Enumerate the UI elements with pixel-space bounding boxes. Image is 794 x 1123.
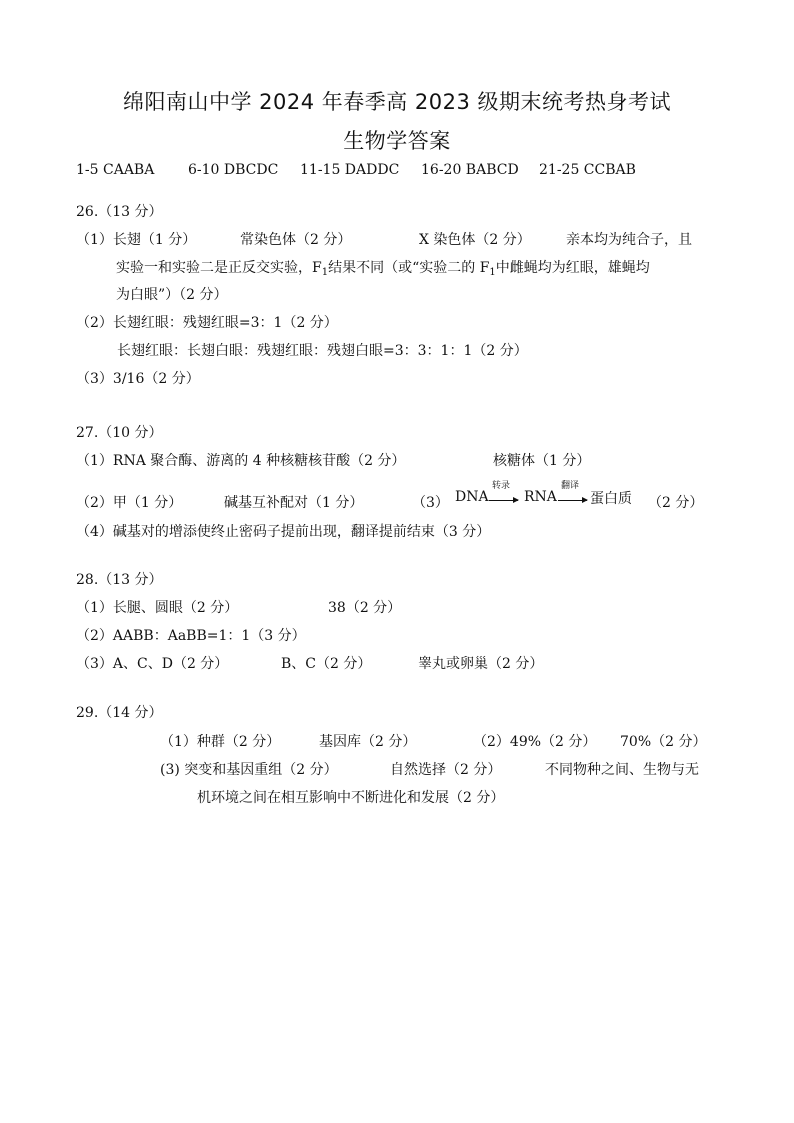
q28-p3-a: （3）A、C、D（2 分） [76, 656, 229, 672]
choice-answers-1-5: 1-5 CAABA [76, 162, 155, 178]
exam-title: 绵阳南山中学 2024 年春季高 2023 级期末统考热身考试 [122, 90, 672, 114]
q26-p1-line2 [116, 258, 650, 278]
q28-p1-b: 38（2 分） [328, 600, 402, 616]
q26-p2-line2: 长翅红眼：长翅白眼：残翅红眼：残翅白眼=3：3：1：1（2 分） [117, 343, 528, 359]
choice-answers-21-25: 21-25 CCBAB [539, 162, 636, 178]
subscript-1: 1 [489, 267, 496, 278]
answer-key-title: 生物学答案 [343, 129, 451, 153]
q27-p1-b: 核糖体（1 分） [493, 453, 591, 469]
q28-p3-b: B、C（2 分） [281, 656, 372, 672]
q29-header: 29.（14 分） [76, 705, 163, 721]
q29-p2-a: （2）49%（2 分） [473, 734, 597, 750]
flow-label-transcription: 转录 [492, 481, 511, 491]
q26-p1-c: X 染色体（2 分） [419, 232, 531, 248]
choice-answers-11-15: 11-15 DADDC [300, 162, 400, 178]
q27-p3-score: （2 分） [648, 495, 704, 511]
flow-dna: DNA [455, 489, 489, 505]
q26-header: 26.（13 分） [76, 204, 163, 220]
choice-answers-16-20: 16-20 BABCD [421, 162, 519, 178]
q29-p3-a: (3) 突变和基因重组（2 分） [160, 762, 338, 778]
q29-p3-c: 不同物种之间、生物与无 [545, 762, 699, 778]
q29-p3-b: 自然选择（2 分） [390, 762, 502, 778]
q28-header: 28.（13 分） [76, 572, 163, 588]
q26-p3: （3）3/16（2 分） [76, 371, 200, 387]
q26-p1-line2-a: 实验一和实验二是正反交实验，F [116, 260, 322, 276]
choice-answers-6-10: 6-10 DBCDC [188, 162, 279, 178]
q27-p1-a: （1）RNA 聚合酶、游离的 4 种核糖核苷酸（2 分） [76, 453, 406, 469]
flow-label-translation: 翻译 [561, 481, 580, 491]
q28-p3-c: 睾丸或卵巢（2 分） [418, 656, 544, 672]
q27-p3-label: （3） [412, 495, 449, 511]
q26-p1-b: 常染色体（2 分） [240, 232, 352, 248]
q29-p1-a: （1）种群（2 分） [160, 734, 281, 750]
q29-p2-b: 70%（2 分） [620, 734, 707, 750]
q29-p3-line2: 机环境之间在相互影响中不断进化和发展（2 分） [197, 790, 505, 806]
q26-p1-line2-b: 结果不同（或“实验二的 F [328, 260, 490, 276]
q26-p1-d: 亲本均为纯合子，且 [566, 232, 692, 248]
q27-p4: （4）碱基对的增添使终止密码子提前出现，翻译提前结束（3 分） [76, 524, 491, 540]
q28-p1-a: （1）长腿、圆眼（2 分） [76, 600, 239, 616]
q26-p1-line3: 为白眼”）（2 分） [116, 287, 228, 303]
q29-p1-b: 基因库（2 分） [319, 734, 417, 750]
q26-p1-line2-c: 中雌蝇均为红眼，雄蝇均 [495, 260, 650, 276]
q28-p2: （2）AABB：AaBB=1：1（3 分） [76, 628, 306, 644]
q26-p2-line1: （2）长翅红眼：残翅红眼=3：1（2 分） [76, 315, 338, 331]
flow-rna: RNA [524, 489, 557, 505]
q26-p1-a: （1）长翅（1 分） [76, 232, 197, 248]
q27-header: 27.（10 分） [76, 425, 163, 441]
subscript-1: 1 [321, 267, 329, 278]
q27-p2-a: （2）甲（1 分） [76, 495, 183, 511]
flow-arrow-1 [489, 500, 518, 501]
flow-protein: 蛋白质 [590, 491, 632, 507]
q27-p2-b: 碱基互补配对（1 分） [224, 495, 364, 511]
flow-arrow-2 [558, 500, 587, 501]
